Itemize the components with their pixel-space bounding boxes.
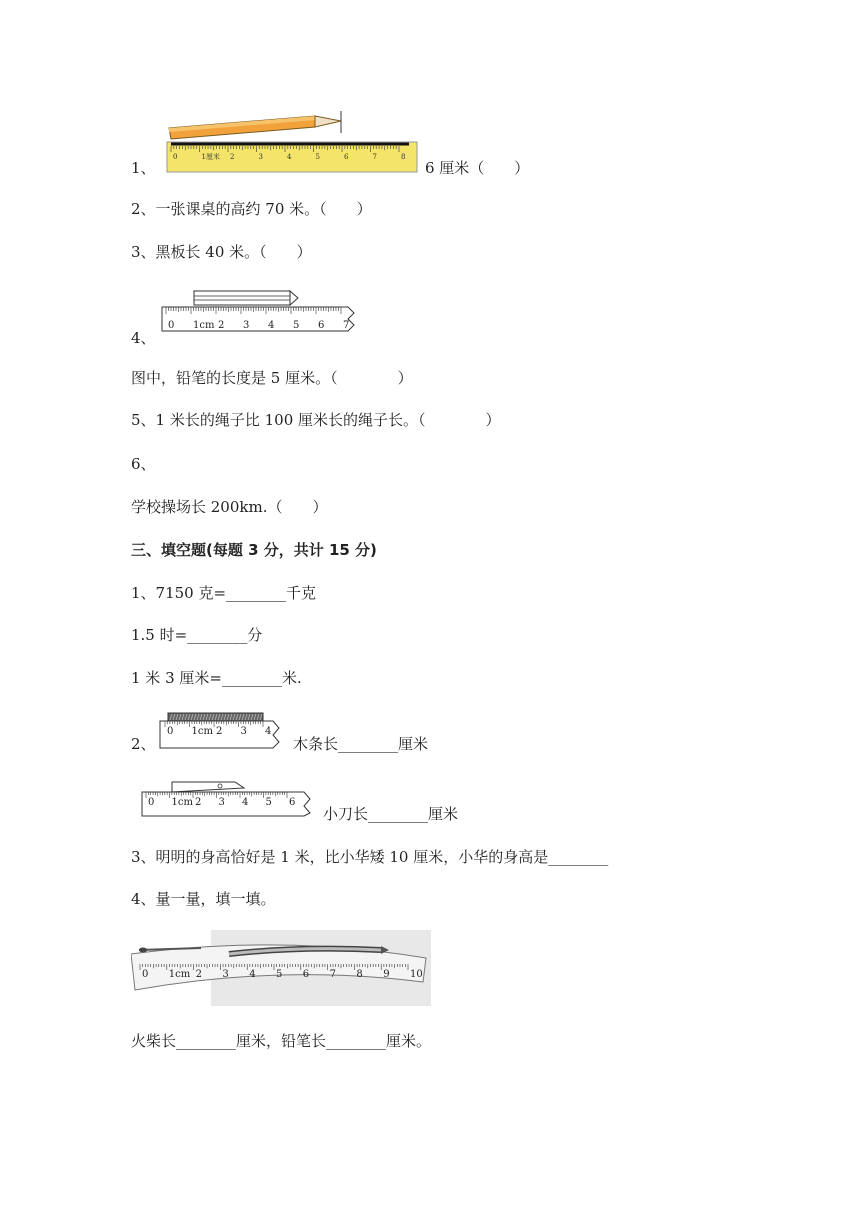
ruler-label: 1cm: [168, 969, 191, 980]
ruler-label: 4: [249, 969, 256, 980]
ruler-label: 2: [195, 969, 202, 980]
ruler-label: 1cm: [191, 726, 213, 737]
ruler-label: 7: [329, 969, 336, 980]
q3-text: 3、黑板长 40 米。（ ）: [131, 243, 312, 261]
fill4-text: 4、量一量，填一填。: [131, 890, 276, 908]
ruler-label: 6: [302, 969, 310, 980]
ruler-label: 6: [318, 320, 325, 331]
ruler-label: 0: [142, 969, 149, 980]
ruler-label: 4: [265, 726, 272, 737]
ruler-label: 4: [268, 320, 275, 331]
ruler-label: 7: [343, 320, 350, 331]
ruler-label: 1cm: [193, 320, 215, 331]
q1-number: 1、: [131, 159, 156, 177]
ruler-label: 3: [240, 726, 247, 737]
q1-text: 6 厘米（ ）: [425, 159, 530, 177]
ruler-label: 8: [356, 969, 363, 980]
section-title: 三、填空题(每题 3 分，共计 15 分): [131, 541, 377, 559]
ruler-label: 5: [265, 797, 272, 808]
ruler-label: 3: [258, 153, 263, 161]
knife-ruler-figure: [140, 778, 320, 818]
ruler-label: 3: [218, 797, 225, 808]
q4-text: 图中，铅笔的长度是 5 厘米。（ ）: [131, 369, 413, 387]
fill2-number: 2、: [131, 735, 156, 753]
ruler-label: 8: [401, 153, 406, 161]
fill1-a: 1、7150 克=________千克: [131, 584, 317, 602]
ruler-label: 7: [372, 153, 377, 161]
ruler-label: 5: [315, 153, 320, 161]
ruler-label: 2: [218, 320, 225, 331]
fill1-c: 1 米 3 厘米=________米.: [131, 669, 302, 687]
ruler-label: 0: [167, 726, 174, 737]
ruler-label: 1厘米: [201, 153, 220, 161]
fill2-wood-text: 木条长________厘米: [293, 735, 429, 753]
pencil-ruler-figure-2: [160, 287, 360, 335]
ruler-label: 1cm: [171, 797, 193, 808]
q6-number: 6、: [131, 455, 156, 473]
q2-text: 2、一张课桌的高约 70 米。（ ）: [131, 200, 372, 218]
ruler-label: 10: [410, 969, 423, 980]
pencil-ruler-figure-1: [165, 108, 425, 176]
match-pencil-ruler-figure: [131, 928, 431, 1008]
ruler-label: 6: [344, 153, 349, 161]
ruler-label: 3: [222, 969, 229, 980]
fill4-answer: 火柴长________厘米，铅笔长________厘米。: [131, 1032, 432, 1050]
q5-text: 5、1 米长的绳子比 100 厘米长的绳子长。（ ）: [131, 411, 501, 429]
ruler-label: 4: [242, 797, 249, 808]
ruler-label: 0: [148, 797, 155, 808]
ruler-label: 2: [216, 726, 223, 737]
fill1-b: 1.5 时=________分: [131, 626, 263, 644]
fill3-text: 3、明明的身高恰好是 1 米，比小华矮 10 厘米，小华的身高是________: [131, 848, 609, 866]
wood-ruler-figure: [158, 710, 283, 750]
q6-text: 学校操场长 200km.（ ）: [131, 498, 328, 516]
ruler-label: 9: [383, 969, 390, 980]
ruler-label: 5: [276, 969, 283, 980]
ruler-label: 4: [287, 153, 292, 161]
ruler-label: 5: [293, 320, 300, 331]
q4-number: 4、: [131, 329, 156, 347]
ruler-label: 6: [289, 797, 296, 808]
ruler-label: 2: [230, 153, 235, 161]
ruler-label: 3: [243, 320, 250, 331]
ruler-label: 2: [195, 797, 202, 808]
fill2-knife-text: 小刀长________厘米: [323, 805, 459, 823]
ruler-label: 0: [168, 320, 175, 331]
ruler-label: 0: [173, 153, 178, 161]
